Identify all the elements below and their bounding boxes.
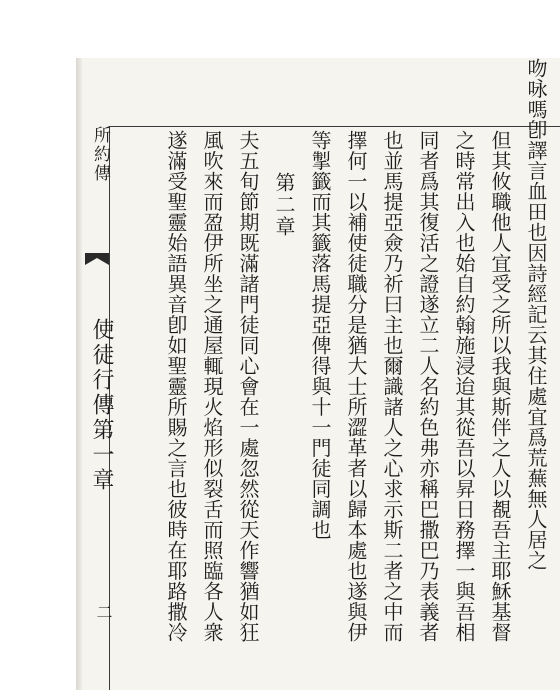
text-column-11: 遂滿受聖靈始語異音卽如聖靈所賜之言也彼時在耶路撒冷	[164, 130, 188, 643]
margin-page-number: 二	[94, 604, 113, 620]
margin-chapter-title: 使徒行傳第一章	[89, 318, 114, 493]
chapter-heading: 第二章	[272, 172, 296, 238]
text-column-3: 之時常出入也始自約翰施浸迨其從吾以昇日務擇一與吾相	[452, 130, 476, 643]
top-border-line	[109, 126, 560, 127]
text-column-2: 但其攸職他人宜受之所以我與斯伴之人以覩吾主耶穌基督	[488, 130, 512, 643]
text-column-4: 同者爲其復活之證遂立二人名約色弗亦稱巴撒巴乃表義者	[416, 130, 440, 643]
text-column-9: 夫五旬節期既滿諸門徒同心會在一處忽然從天作響猶如狂	[236, 130, 260, 643]
text-column-5: 也並馬提亞僉乃祈曰主也爾識諸人之心求示斯二者之中而	[380, 130, 404, 643]
margin-book-title: 所約傳	[90, 126, 110, 183]
text-column-7: 等掣籤而其籤落馬提亞俾得與十一門徒同調也	[308, 130, 332, 540]
text-column-10: 風吹來而盈伊所坐之通屋輒現火焰形似裂舌而照臨各人衆	[200, 130, 224, 643]
text-column-1: 吻咏嗎卽譯言血田也因詩經記云其住處宜爲荒蕪無人居之	[524, 58, 548, 571]
text-column-6: 擇何一以補使徒職分是猶大士所澀革者以歸本處也遂與伊	[344, 130, 368, 643]
fishtail-mark-icon	[84, 252, 110, 266]
